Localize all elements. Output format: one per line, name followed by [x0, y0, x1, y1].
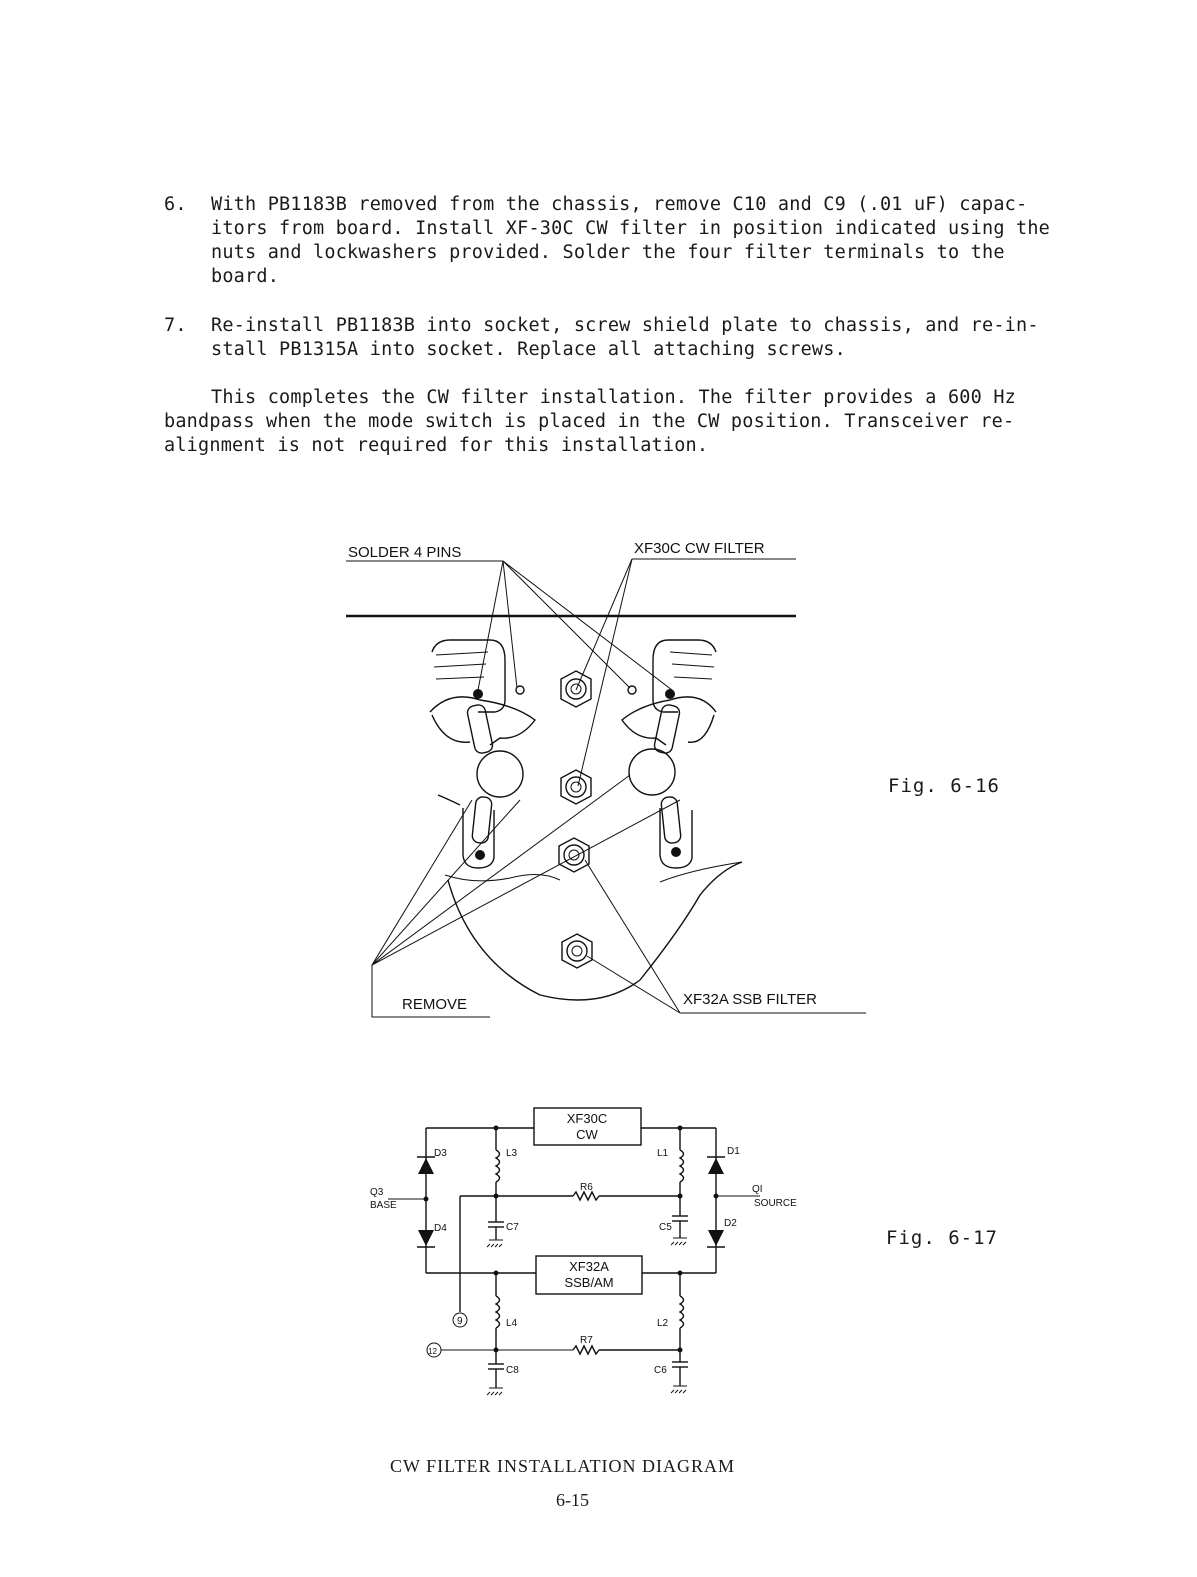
ssb-box-line1: XF32A: [569, 1259, 609, 1274]
fig-6-17-label: Fig. 6-17: [886, 1227, 998, 1249]
base-label: BASE: [370, 1200, 397, 1211]
d2-label: D2: [724, 1218, 737, 1229]
pin-9-label: 9: [457, 1316, 463, 1327]
source-label: SOURCE: [754, 1198, 797, 1209]
r6-label: R6: [580, 1182, 593, 1193]
pin-12-label: 12: [428, 1347, 437, 1356]
nut-3: [559, 838, 589, 872]
solder-pins-label: SOLDER 4 PINS: [348, 544, 462, 561]
page-number: 6-15: [556, 1490, 589, 1510]
d1-label: D1: [727, 1146, 740, 1157]
nut-4: [562, 934, 592, 968]
board-illustration: [346, 559, 866, 1017]
q3-label: Q3: [370, 1187, 384, 1198]
d4-label: D4: [434, 1223, 447, 1234]
step-text: With PB1183B removed from the chassis, remove C10 and C9 (.01 uF) capac-itors from board. Install XF-30C CW filter in position indicated using the nuts and lockwashers provided. Solder the four filter terminals to the board.: [211, 194, 1051, 287]
c5-label: C5: [659, 1222, 672, 1233]
cw-box-line1: XF30C: [566, 1111, 608, 1126]
cw-filter-label: XF30C CW FILTER: [634, 540, 765, 557]
r7-label: R7: [580, 1335, 593, 1346]
nut-2: [561, 770, 591, 804]
step-text: Re-install PB1183B into socket, screw shield plate to chassis, and re-in-stall PB1315A into socket. Replace all attaching screws.: [211, 315, 1039, 360]
step-number: 7.: [164, 315, 187, 336]
q1-label: QI: [752, 1184, 763, 1195]
l4-label: L4: [506, 1318, 518, 1329]
l2-label: L2: [657, 1318, 669, 1329]
summary-paragraph: This completes the CW filter installation. The filter provides a 600 Hz bandpass when the mode switch is placed in the CW position. Transceiver re-alignment is not required for this installation.: [164, 387, 1016, 456]
c8-label: C8: [506, 1365, 519, 1376]
diagram-caption: CW FILTER INSTALLATION DIAGRAM: [390, 1456, 736, 1476]
ssb-filter-label: XF32A SSB FILTER: [683, 991, 817, 1008]
ssb-box-line2: SSB/AM: [564, 1275, 614, 1290]
l1-label: L1: [657, 1148, 669, 1159]
d3-label: D3: [434, 1148, 447, 1159]
remove-label: REMOVE: [402, 996, 468, 1013]
c6-label: C6: [654, 1365, 667, 1376]
cw-box-line2: CW: [576, 1127, 598, 1142]
fig-6-16-label: Fig. 6-16: [888, 775, 1000, 797]
l3-label: L3: [506, 1148, 518, 1159]
step-number: 6.: [164, 194, 187, 215]
c7-label: C7: [506, 1222, 519, 1233]
